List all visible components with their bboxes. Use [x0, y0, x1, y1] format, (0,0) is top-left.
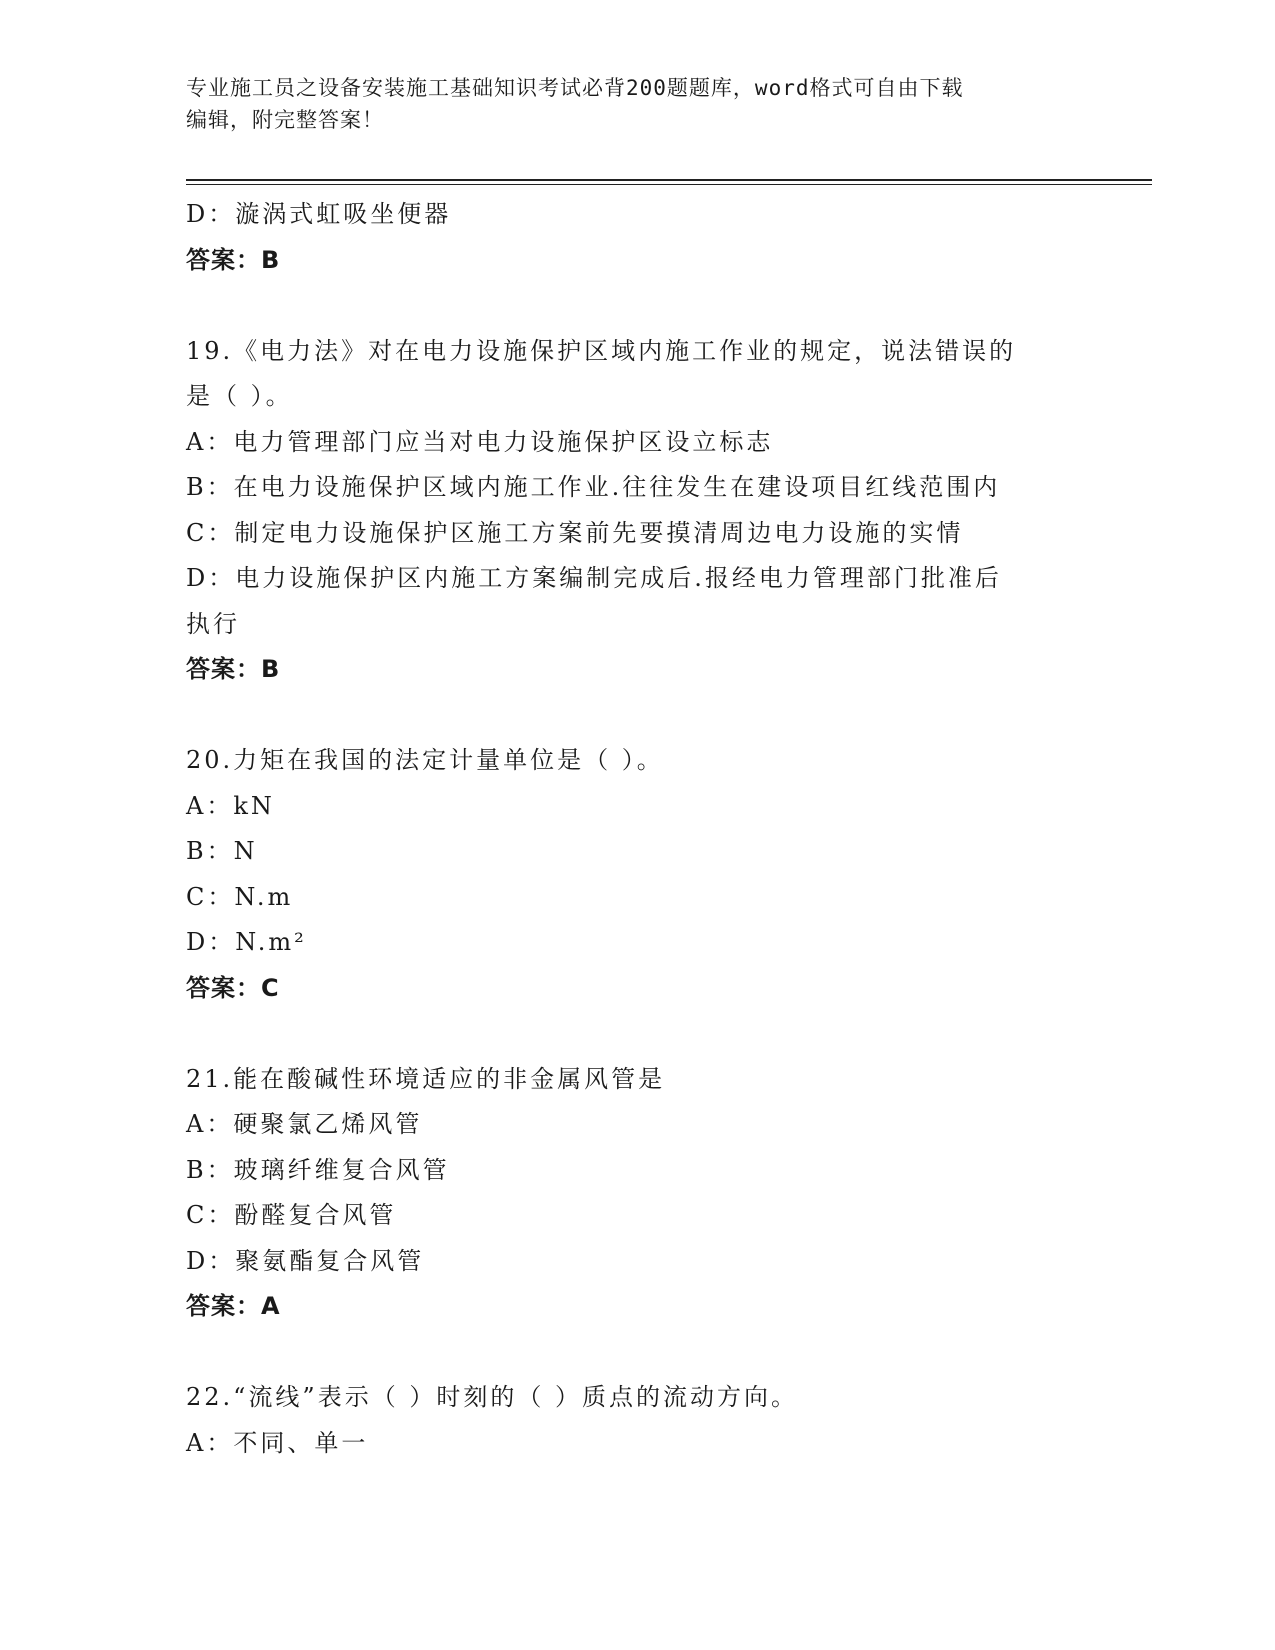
q19-answer: 答案：B	[186, 655, 281, 683]
q18-answer: 答案：B	[186, 245, 281, 274]
q20-option-b: B：N	[186, 837, 258, 865]
document-header	[186, 72, 1066, 136]
q21-option-c: C：酚醛复合风管	[186, 1201, 397, 1229]
q20-option-a: A：kN	[186, 791, 275, 820]
spacer	[186, 1011, 1066, 1057]
q21-option-d: D：聚氨酯复合风管	[186, 1246, 425, 1275]
document-page	[186, 0, 1146, 1650]
spacer	[186, 693, 1066, 739]
q20-option-c: C：N.m	[186, 882, 294, 911]
header-divider-thin	[186, 184, 1152, 185]
q19-option-d-line-2: 执行	[186, 609, 240, 638]
q19-stem-line-2: 是（ ）。	[186, 382, 293, 410]
q20-answer: 答案：C	[186, 973, 280, 1002]
q19-option-b: B：在电力设施保护区域内施工作业.往往发生在建设项目红线范围内	[186, 473, 1001, 501]
q22-stem: 22.“流线”表示（ ）时刻的（ ）质点的流动方向。	[186, 1383, 798, 1411]
q20-stem: 20.力矩在我国的法定计量单位是（ ）。	[186, 746, 664, 774]
header-divider-thick	[186, 179, 1152, 181]
header-line-2: 编辑，附完整答案！	[186, 108, 384, 132]
q21-stem: 21.能在酸碱性环境适应的非金属风管是	[186, 1064, 666, 1093]
q21-option-b: B：玻璃纤维复合风管	[186, 1155, 450, 1184]
q22-option-a: A：不同、单一	[186, 1428, 369, 1457]
q19-option-a: A：电力管理部门应当对电力设施保护区设立标志	[186, 427, 774, 456]
q21-answer: 答案：A	[186, 1292, 281, 1320]
q19-stem-line-1: 19.《电力法》对在电力设施保护区域内施工作业的规定，说法错误的	[186, 336, 1017, 365]
question-body	[186, 192, 1066, 1466]
spacer	[186, 1330, 1066, 1376]
q19-option-c: C：制定电力设施保护区施工方案前先要摸清周边电力设施的实情	[186, 518, 964, 547]
spacer	[186, 283, 1066, 329]
q20-option-d: D：N.m²	[186, 928, 307, 956]
q21-option-a: A：硬聚氯乙烯风管	[186, 1110, 423, 1138]
header-line-1: 专业施工员之设备安装施工基础知识考试必背200题题库，word格式可自由下载	[186, 76, 964, 100]
q18-option-d: D：漩涡式虹吸坐便器	[186, 200, 452, 228]
q19-option-d-line-1: D：电力设施保护区内施工方案编制完成后.报经电力管理部门批准后	[186, 564, 1002, 592]
